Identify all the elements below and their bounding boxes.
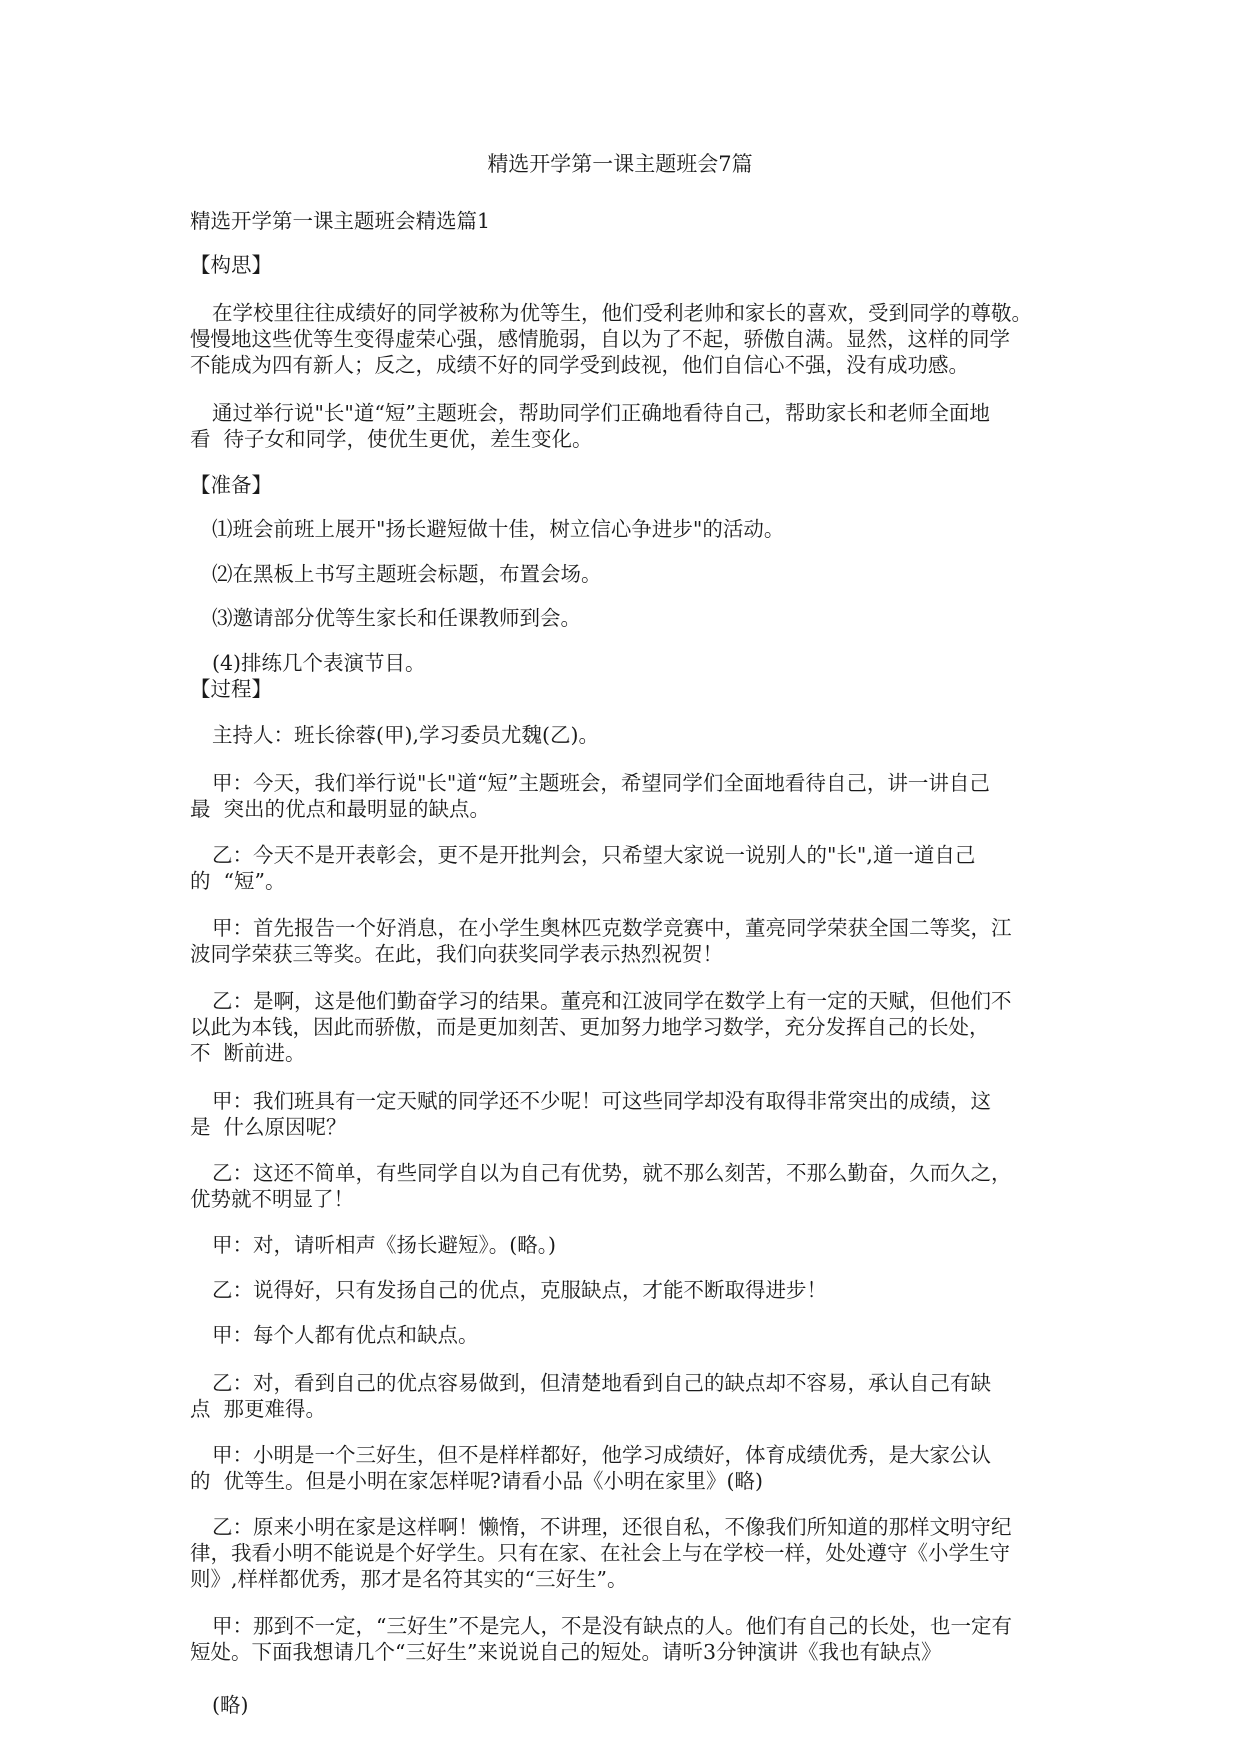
prep-item-1: ⑴班会前班上展开"扬长避短做十佳，树立信心争进步"的活动。 [212, 517, 785, 541]
dialogue-6: 乙：这还不简单，有些同学自以为自己有优势，就不那么刻苦，不那么勤奋，久而久之， 优势就不明显了！ [190, 1161, 1012, 1211]
dialogue-12: 乙：原来小明在家是这样啊！懒惰，不讲理，还很自私，不像我们所知道的那样文明守纪 律，我看小明不能说是个好学生。只有在家、在社会上与在学校一样，处处遵守《小学生守 则》,样样都优秀，那才是名符其实的“三好生”。 [190, 1515, 1012, 1591]
dialogue-1: 甲：今天，我们举行说"长"道“短”主题班会，希望同学们全面地看待自己，讲一讲自己 最 突出的优点和最明显的缺点。 [190, 771, 990, 821]
prep-item-3: ⑶邀请部分优等生家长和任课教师到会。 [212, 606, 581, 630]
host-line: 主持人：班长徐蓉(甲),学习委员尤魏(乙)。 [212, 723, 600, 747]
heading-process: 【过程】 [190, 677, 272, 701]
dialogue-11: 甲：小明是一个三好生，但不是样样都好，他学习成绩好，体育成绩优秀，是大家公认 的 优等生。但是小明在家怎样呢?请看小品《小明在家里》(略) [190, 1443, 991, 1493]
paragraph-concept-2: 通过举行说"长"道“短”主题班会，帮助同学们正确地看待自己，帮助家长和老师全面地 看 待子女和同学，使优生更优，差生变化。 [190, 401, 990, 451]
paragraph-concept-1: 在学校里往往成绩好的同学被称为优等生，他们受利老帅和家长的喜欢，受到同学的尊敬。 慢慢地这些优等生变得虚荣心强，感情脆弱，自以为了不起，骄傲自满。显然，这样的同学 不能成为四有新人；反之，成绩不好的同学受到歧视，他们自信心不强，没有成功感。 [190, 301, 1032, 377]
dialogue-2: 乙：今天不是开表彰会，更不是开批判会，只希望大家说一说别人的"长",道一道自己 的 “短”。 [190, 843, 976, 893]
dialogue-5: 甲：我们班具有一定天赋的同学还不少呢！可这些同学却没有取得非常突出的成绩，这 是 什么原因呢？ [190, 1089, 991, 1139]
section-subtitle: 精选开学第一课主题班会精选篇1 [190, 209, 491, 233]
dialogue-7: 甲：对，请听相声《扬长避短》。(略。) [212, 1233, 556, 1257]
dialogue-4: 乙：是啊，这是他们勤奋学习的结果。董亮和江波同学在数学上有一定的天赋，但他们不 以此为本钱，因此而骄傲，而是更加刻苦、更加努力地学习数学，充分发挥自己的长处， 不 断前进。 [190, 989, 1012, 1065]
dialogue-3: 甲：首先报告一个好消息，在小学生奥林匹克数学竞赛中，董亮同学荣获全国二等奖，江 波同学荣获三等奖。在此，我们向获奖同学表示热烈祝贺！ [190, 916, 1012, 966]
heading-preparation: 【准备】 [190, 473, 272, 497]
dialogue-8: 乙：说得好，只有发扬自己的优点，克服缺点，才能不断取得进步！ [212, 1278, 827, 1302]
heading-concept: 【构思】 [190, 253, 272, 277]
document-title: 精选开学第一课主题班会7篇 [487, 152, 753, 176]
dialogue-13: 甲：那到不一定，“三好生”不是完人，不是没有缺点的人。他们有自己的长处，也一定有 短处。下面我想请几个“三好生”来说说自己的短处。请听3分钟演讲《我也有缺点》 [190, 1614, 1012, 1664]
prep-item-4: (4)排练几个表演节目。 [212, 651, 426, 675]
prep-item-2: ⑵在黑板上书写主题班会标题，布置会场。 [212, 562, 602, 586]
dialogue-14: (略) [212, 1693, 249, 1717]
dialogue-10: 乙：对，看到自己的优点容易做到，但清楚地看到自己的缺点却不容易，承认自己有缺 点 那更难得。 [190, 1371, 991, 1421]
dialogue-9: 甲：每个人都有优点和缺点。 [212, 1323, 479, 1347]
